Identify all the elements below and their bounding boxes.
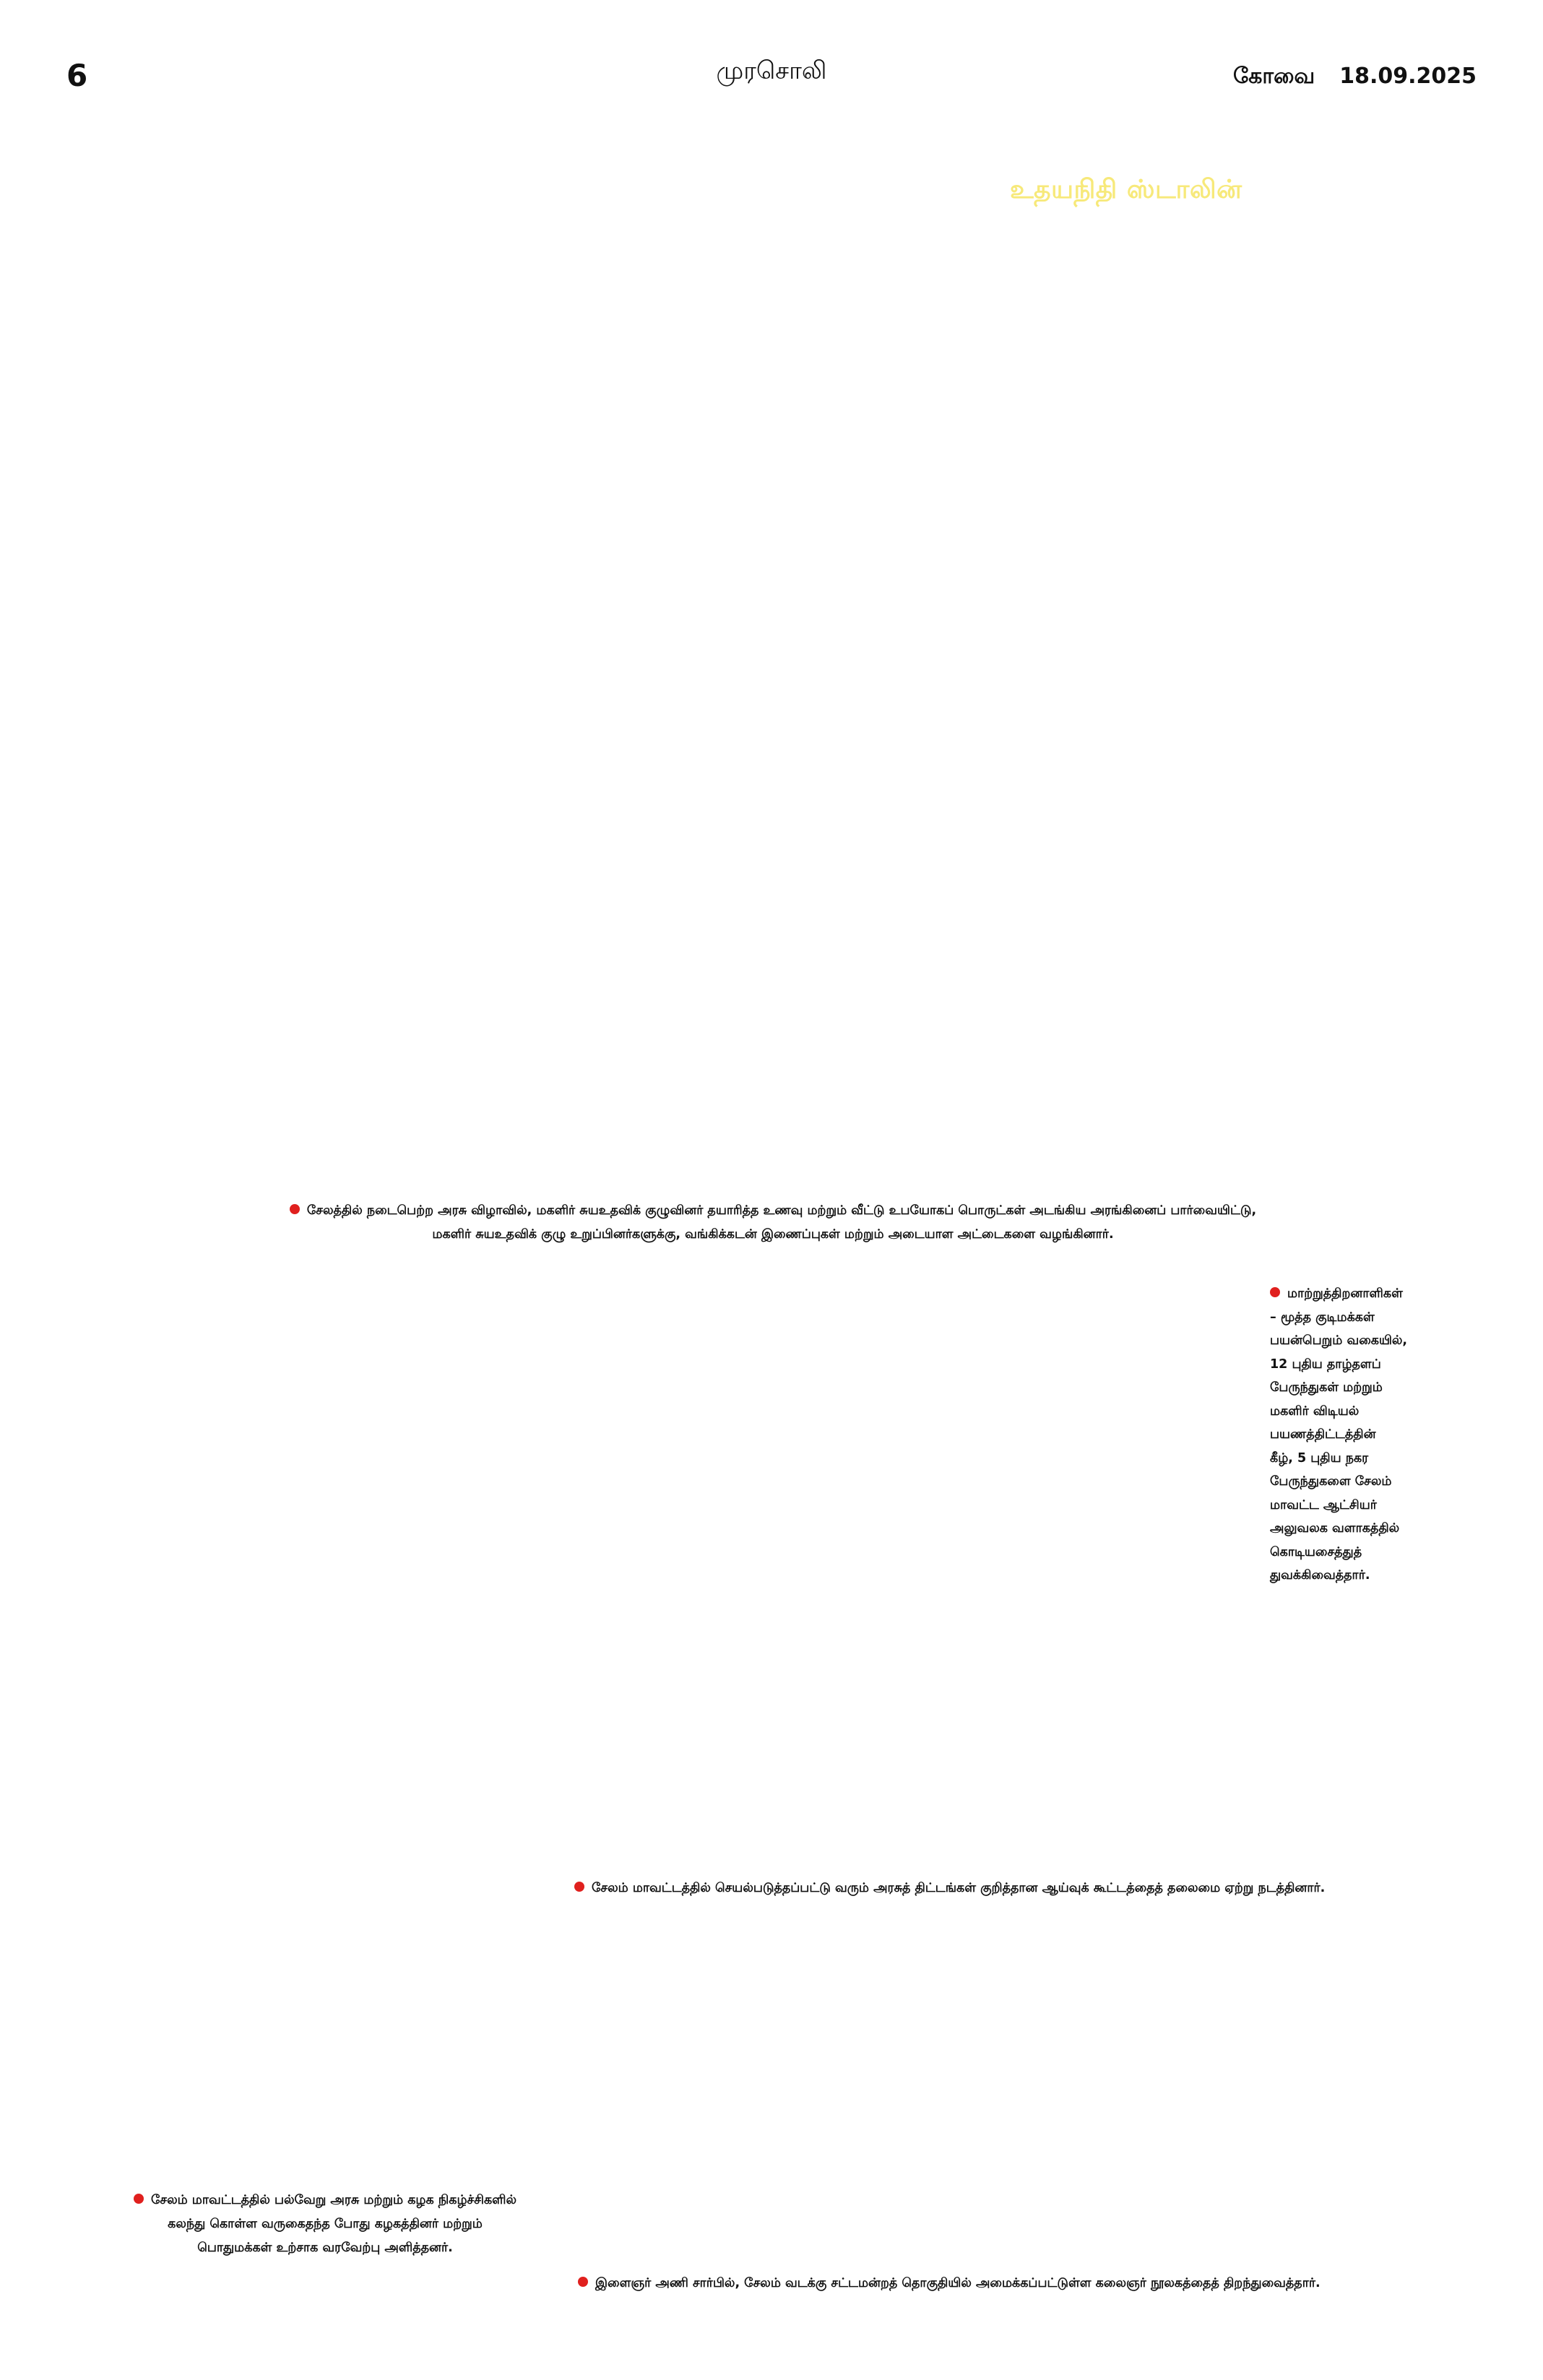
caption-2-line: பேருந்துகளை சேலம்	[1270, 1474, 1392, 1489]
bullet-icon	[290, 1204, 300, 1214]
photo-caption-1	[217, 1199, 1329, 1247]
caption-2-line: கீழ், 5 புதிய நகர	[1270, 1450, 1369, 1466]
caption-3-text: சேலம் மாவட்டத்தில் செயல்படுத்தப்பட்டு வரும் அரசுத் திட்டங்கள் குறித்தான ஆய்வுக் கூட்டத்தைத் தலைமை ஏற்று நடத்தினார்.	[592, 1881, 1326, 1895]
edition-date	[1233, 64, 1477, 92]
page-number: 6	[66, 58, 88, 93]
caption-2-line: துவக்கிவைத்தார்.	[1270, 1568, 1370, 1583]
caption-1-line-1: சேலத்தில் நடைபெற்ற அரசு விழாவில், மகளிர் சுயஉதவிக் குழுவினர் தயாரித்த உணவு மற்றும் வீட்டு உபயோகப் பொருட்கள் அடங்கிய அரங்கினைப் பார்வையிட்டு,	[306, 1203, 1257, 1218]
caption-5-text: இளைஞர் அணி சார்பில், சேலம் வடக்கு சட்டமன்றத் தொகுதியில் அமைக்கப்பட்டுள்ள கலைஞர் நூலகத்தைத் திறந்துவைத்தார்.	[595, 2276, 1321, 2290]
caption-2-line: பயன்பெறும் வகையில்,	[1270, 1333, 1408, 1348]
caption-4-line-1: சேலம் மாவட்டத்தில் பல்வேறு அரசு மற்றும் கழக நிகழ்ச்சிகளில்	[150, 2193, 517, 2207]
bullet-icon	[1270, 1287, 1280, 1297]
bullet-icon	[134, 2194, 144, 2204]
bullet-icon	[578, 2277, 588, 2287]
headline: உதயநிதி ஸ்டாலின்	[1010, 175, 1242, 204]
photo-caption-4	[101, 2189, 549, 2260]
caption-2-line: மகளிர் விடியல்	[1270, 1403, 1360, 1419]
photo-caption-3	[574, 1877, 1441, 1900]
caption-2-line: அலுவலக வளாகத்தில்	[1270, 1521, 1400, 1536]
photo-caption-5	[578, 2272, 1445, 2295]
issue-date: 18.09.2025	[1339, 64, 1477, 89]
caption-2-line: 12 புதிய தாழ்தளப்	[1270, 1356, 1381, 1372]
masthead: முரசொலி	[716, 56, 827, 85]
caption-2-line: மாவட்ட ஆட்சியர்	[1270, 1497, 1377, 1513]
caption-2-line: பயணத்திட்டத்தின்	[1270, 1427, 1376, 1442]
bullet-icon	[574, 1882, 584, 1892]
caption-2-line: – மூத்த குடிமக்கள்	[1270, 1310, 1375, 1325]
edition-name: கோவை	[1232, 64, 1315, 89]
caption-2-line: கொடியசைத்துத்	[1270, 1544, 1362, 1559]
caption-2-line: பேருந்துகள் மற்றும்	[1270, 1380, 1383, 1395]
caption-2-line: மாற்றுத்திறனாளிகள்	[1287, 1286, 1403, 1301]
caption-4-line-3: பொதுமக்கள் உற்சாக வரவேற்பு அளித்தனர்.	[197, 2241, 453, 2255]
caption-4-line-2: கலந்து கொள்ள வருகைதந்த போது கழகத்தினர் மற்றும்	[168, 2217, 483, 2231]
caption-1-line-2: மகளிர் சுயஉதவிக் குழு உறுப்பினர்களுக்கு, வங்கிக்கடன் இணைப்புகள் மற்றும் அடையாள அட்டைகளை வழங்கினார்.	[432, 1227, 1114, 1242]
photo-caption-2	[1270, 1282, 1443, 1588]
